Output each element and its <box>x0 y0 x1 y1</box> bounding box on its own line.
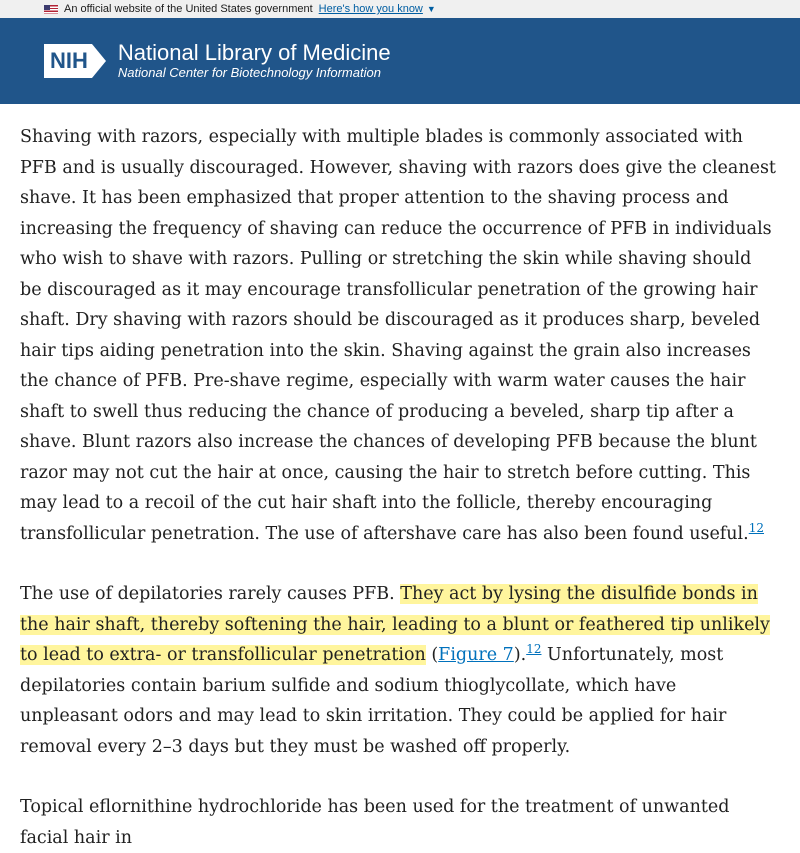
highlighted-text: They act by lysing the disulfide bonds in the hair shaft, thereby softening the hair, leading to a blunt or feathered tip unlikely to lead to extra- or transfollicular penetration <box>20 584 770 665</box>
site-header <box>0 18 800 104</box>
paren-open: ( <box>425 645 439 665</box>
site-subtitle: National Center for Biotechnology Information <box>117 65 381 80</box>
chevron-down-icon[interactable]: ▼ <box>426 4 436 14</box>
reference-link[interactable]: 12 <box>526 642 542 657</box>
heres-how-you-know-link[interactable]: Here's how you know <box>318 3 423 15</box>
paragraph-text: Shaving with razors, especially with multiple blades is commonly associated with PFB and is usually discouraged. However, shaving with razors does give the cleanest shave. It has been emphasized that proper attention to the shaving process and increasing the frequency of shaving can reduce the occurrence of PFB in individuals who wish to shave with razors. Pulling or stretching the skin while shaving should be discouraged as it may encourage transfollicular penetration of the growing hair shaft. Dry shaving with razors should be discouraged as it produces sharp, beveled hair tips aiding penetration into the skin. Shaving against the grain also increases the chance of PFB. Pre-shave regime, especially with warm water causes the hair shaft to swell thus reducing the chance of producing a beveled, sharp tip after a shave. Blunt razors also increase the chances of developing PFB because the blunt razor may not cut the hair at once, causing the hair to stretch before cutting. This may lead to a recoil of the cut hair shaft into the follicle, thereby encouraging transfollicular penetration. The use of aftershave care has also been found useful. <box>20 127 776 544</box>
paragraph-shaving <box>20 122 776 549</box>
paren-close: ). <box>513 645 527 665</box>
paragraph-text: Unfortunately, most depilatories contain barium sulfide and sodium thioglycollate, which have unpleasant odors and may lead to skin irritation. They could be applied for hair removal every 2–3 days but they must be washed off properly. <box>20 645 727 757</box>
paragraph-eflornithine <box>20 792 776 853</box>
site-title: National Library of Medicine <box>117 40 391 65</box>
nih-logo-text: NIH <box>44 44 92 78</box>
reference-link[interactable]: 12 <box>748 520 765 535</box>
nih-logo-arrow-icon <box>92 44 106 78</box>
gov-banner <box>0 0 800 18</box>
site-title-block[interactable] <box>118 41 391 81</box>
paragraph-text: Topical eflornithine hydrochloride has been used for the treatment of unwanted facial hair in <box>20 797 730 848</box>
nih-logo[interactable] <box>44 41 106 81</box>
gov-banner-text: An official website of the United States government <box>64 3 313 15</box>
us-flag-icon <box>44 5 58 14</box>
article-body <box>0 104 800 853</box>
figure-7-link[interactable]: Figure 7 <box>438 645 514 665</box>
paragraph-depilatories <box>20 579 776 762</box>
paragraph-text: The use of depilatories rarely causes PFB. <box>20 584 401 604</box>
